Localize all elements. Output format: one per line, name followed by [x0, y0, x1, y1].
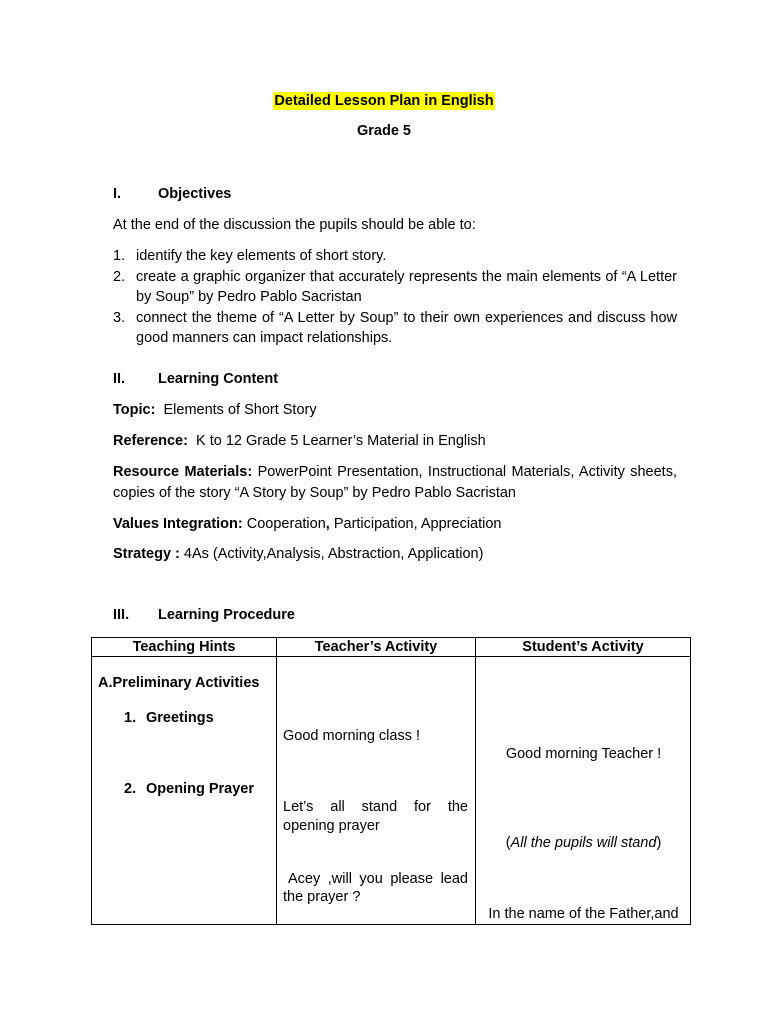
values-item-1: Cooperation: [246, 516, 326, 532]
teacher-stand-line-2: opening prayer: [283, 818, 380, 834]
hint-opening-prayer: Opening Prayer: [146, 781, 254, 797]
table-row: [92, 657, 691, 925]
list-number: 2.: [113, 268, 126, 285]
student-stand: [476, 835, 691, 851]
strategy-line: [113, 544, 677, 565]
topic-line: [113, 400, 677, 421]
resources-label: Resource Materials:: [113, 464, 253, 480]
document-title-wrap: [0, 93, 768, 109]
topic-label: Topic:: [113, 402, 156, 418]
hint-greetings: Greetings: [146, 710, 214, 726]
teaching-hints-cell: [92, 657, 277, 925]
section-content-heading: [113, 371, 278, 387]
student-activity-cell: [476, 657, 691, 925]
section-title: Objectives: [158, 186, 232, 202]
teacher-lead-line-2: the prayer ?: [283, 889, 361, 905]
grade-label: Grade 5: [357, 123, 411, 139]
list-number: 1.: [113, 248, 126, 264]
topic-value: Elements of Short Story: [163, 402, 317, 418]
teacher-lead-line-1: Acey ,will you please lead: [288, 871, 468, 887]
values-item-2: Participation, Appreciation: [333, 516, 502, 532]
list-item: [113, 246, 677, 267]
section-objectives-heading: [113, 186, 231, 202]
list-text: create a graphic organizer that accurately represents the main elements of “A Letter by Soup” by Pedro Pablo Sacristan: [136, 268, 677, 305]
section-title: Learning Procedure: [158, 607, 295, 623]
document-title: Detailed Lesson Plan in English: [274, 93, 494, 109]
teacher-activity-cell: [277, 657, 476, 925]
student-stand-text: All the pupils will stand: [510, 835, 657, 851]
resources-line: [113, 462, 677, 504]
strategy-value: 4As (Activity,Analysis, Abstraction, Application): [183, 546, 484, 562]
header-teaching-hints: Teaching Hints: [92, 638, 277, 657]
section-title: Learning Content: [158, 371, 279, 387]
preliminary-activities-heading: A.Preliminary Activities: [98, 675, 260, 691]
teacher-greeting: Good morning class !: [283, 728, 421, 744]
list-number: 3.: [113, 309, 126, 326]
paren-close: ): [656, 835, 662, 851]
header-student-activity: Student’s Activity: [476, 638, 691, 657]
list-item: [113, 308, 677, 349]
section-procedure-heading: [113, 607, 295, 623]
table-header-row: [92, 638, 691, 657]
list-text: identify the key elements of short story.: [136, 248, 387, 264]
reference-line: [113, 431, 677, 452]
procedure-table: [91, 637, 691, 925]
section-number: II.: [113, 371, 126, 387]
reference-value: K to 12 Grade 5 Learner’s Material in English: [196, 433, 486, 449]
list-text: connect the theme of “A Letter by Soup” to their own experiences and discuss how good manners can impact relationships.: [136, 309, 677, 346]
header-teacher-activity: Teacher’s Activity: [277, 638, 476, 657]
paren-open: (: [505, 835, 511, 851]
objectives-list: [113, 246, 677, 349]
reference-label: Reference:: [113, 433, 188, 449]
section-number: I.: [113, 186, 122, 202]
values-line: [113, 514, 677, 535]
list-item: [113, 267, 677, 308]
hint-item-number: 1.: [124, 710, 137, 726]
objectives-intro: At the end of the discussion the pupils should be able to:: [113, 217, 476, 233]
values-label: Values Integration:: [113, 516, 243, 532]
section-number: III.: [113, 607, 130, 623]
values-comma: ,: [325, 516, 330, 532]
strategy-label: Strategy :: [113, 546, 180, 562]
student-greeting: Good morning Teacher !: [505, 746, 662, 762]
hint-item-number: 2.: [124, 781, 137, 797]
teacher-stand-line-1: Let’s all stand for the: [283, 799, 468, 815]
student-prayer: In the name of the Father,and: [488, 906, 679, 922]
resources-value: PowerPoint Presentation, Instructional Materials, Activity sheets, copies of the story “A Story by Soup” by Pedro Pablo Sacristan: [113, 464, 677, 501]
